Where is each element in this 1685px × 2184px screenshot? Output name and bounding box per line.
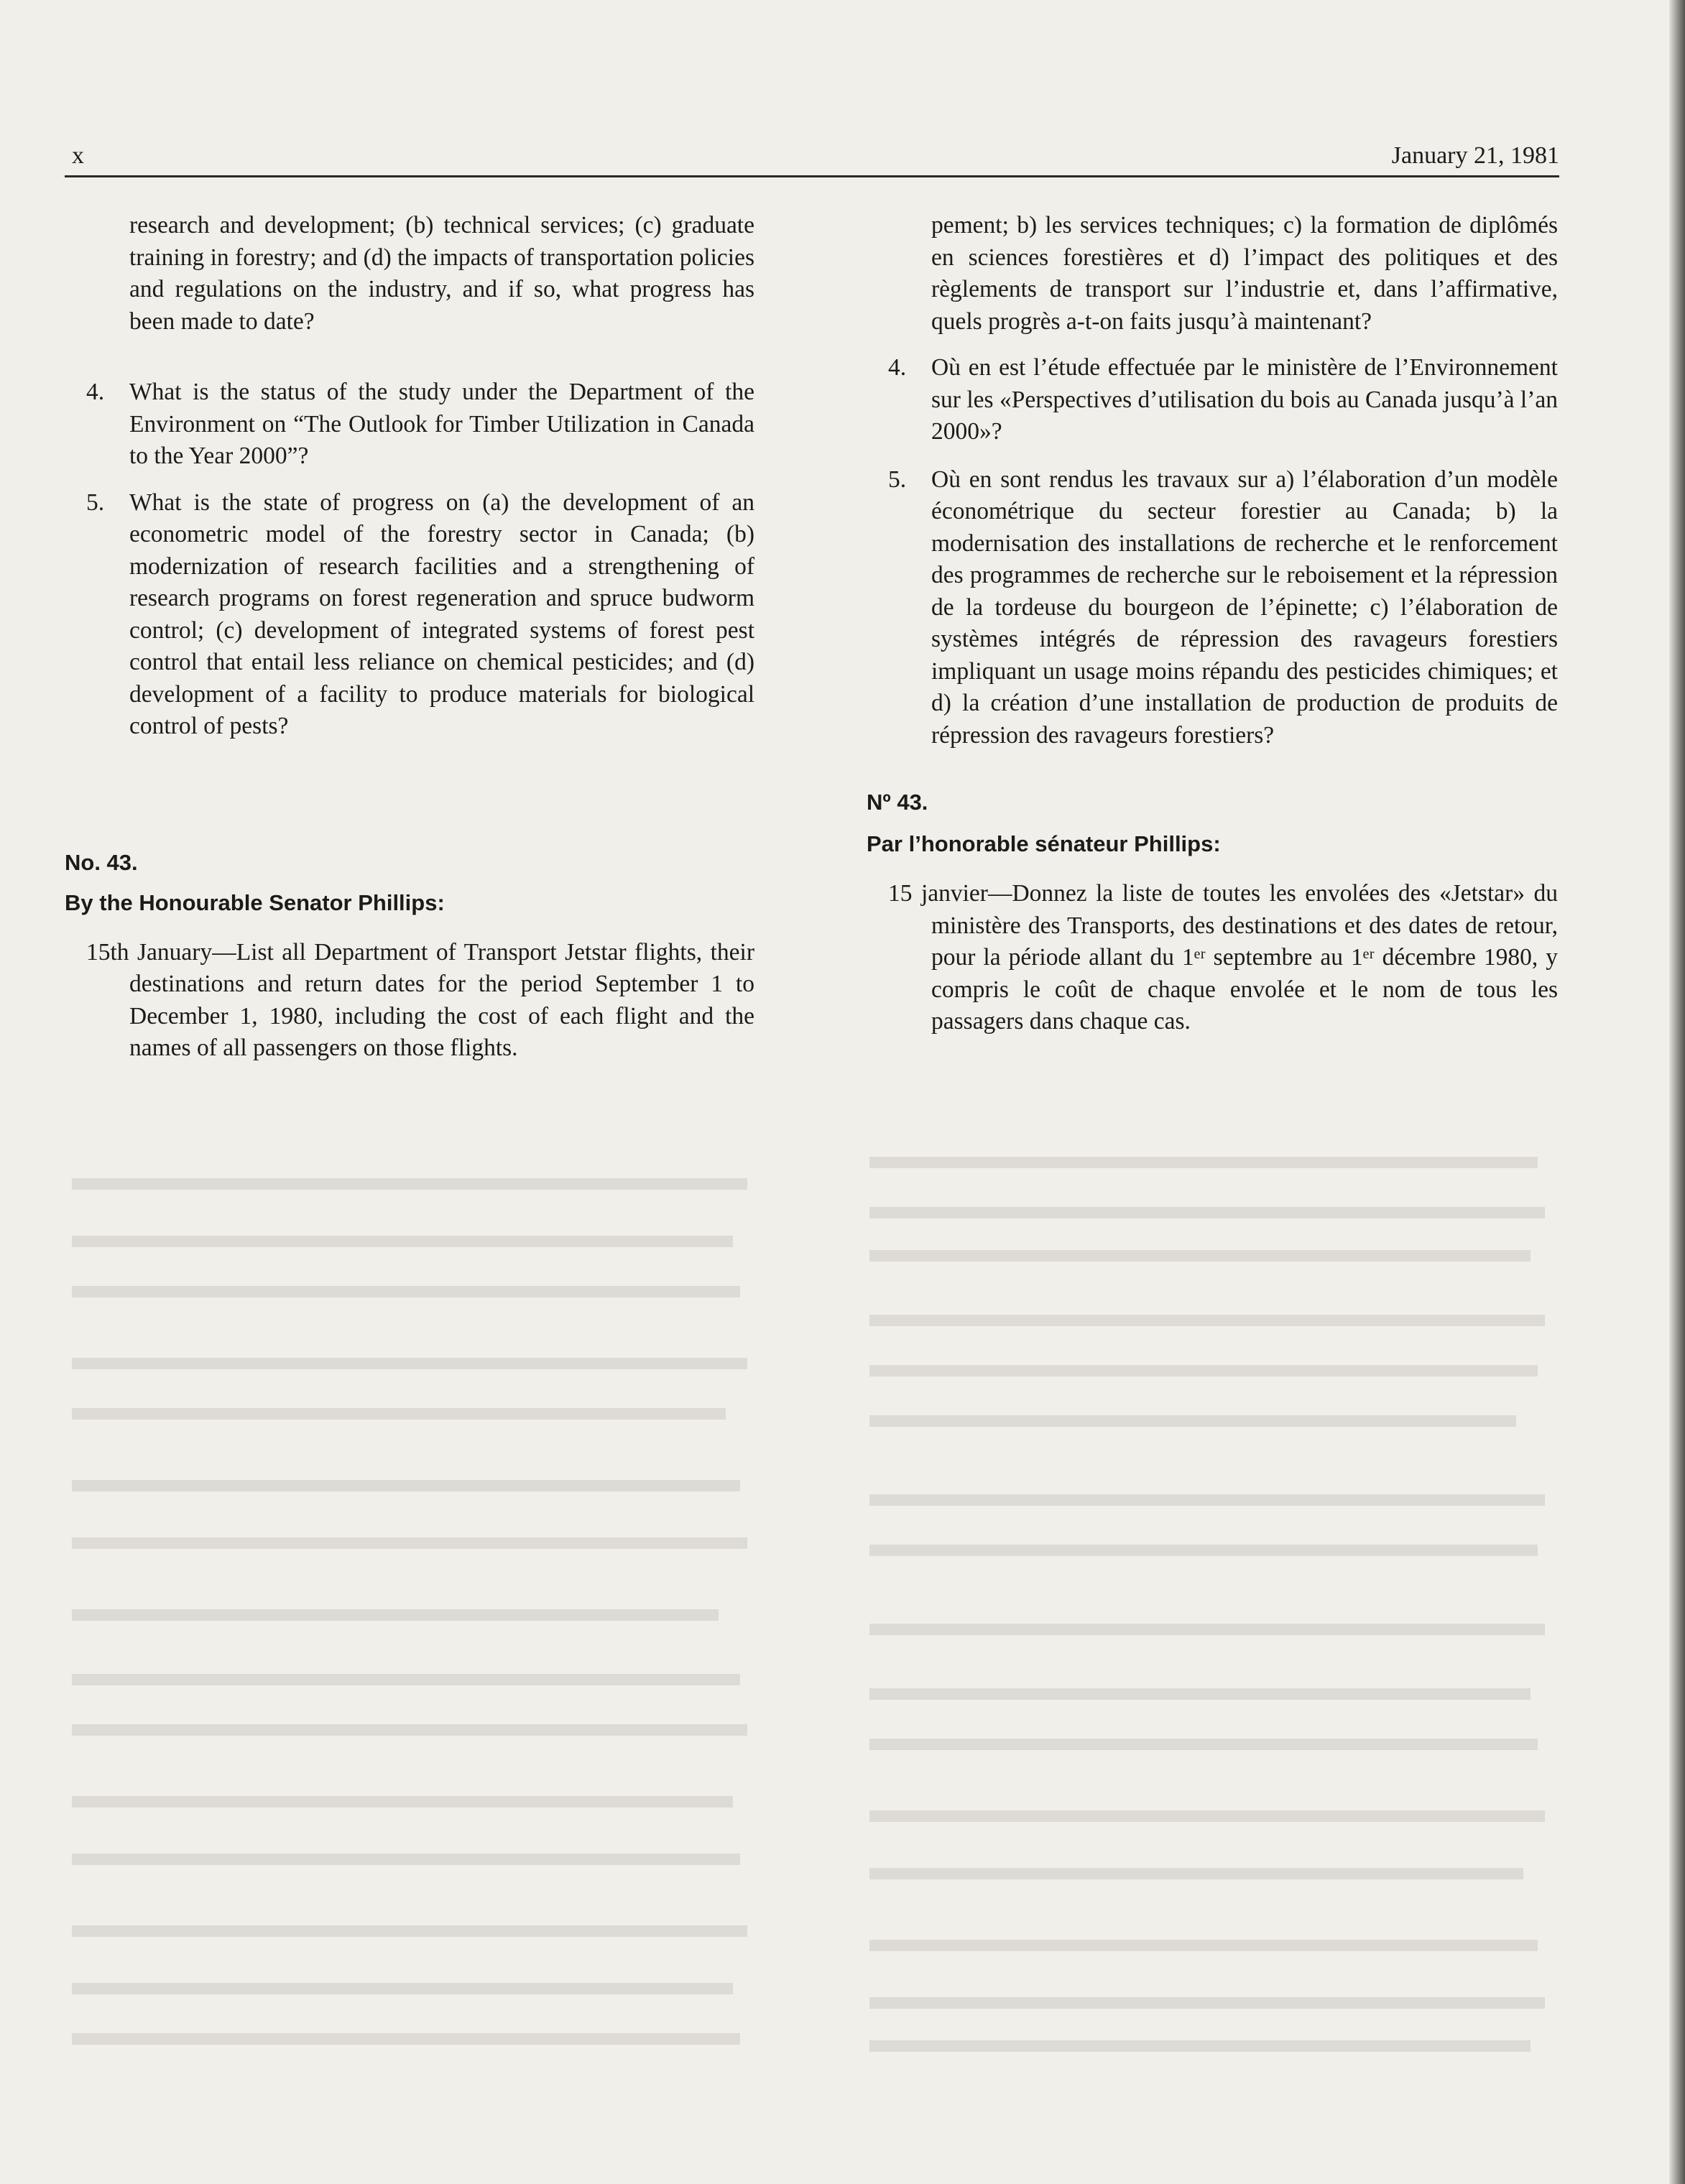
question-item	[65, 487, 754, 743]
item-number: 5.	[888, 466, 907, 493]
french-column	[867, 210, 1558, 1038]
header-date: January 21, 1981	[1391, 142, 1559, 169]
item-number: 4.	[888, 354, 907, 381]
continuation-paragraph: pement; b) les services techniques; c) la formation de diplômés en sciences forestières et d) l’impact des politiques et des règlements de transport sur l’industrie et, dans l’affirmative, quels progrès a-t-on faits jusqu’à maintenant?	[931, 212, 1558, 335]
binding-shadow	[1669, 0, 1685, 2184]
question-number-heading: Nº 43.	[867, 790, 928, 815]
item-text: Où en est l’étude effectuée par le ministère de l’Environnement sur les «Perspectives d’utilisation du bois au Canada jusqu’à l’an 2000»?	[931, 354, 1558, 445]
senator-heading: By the Honourable Senator Phillips:	[65, 889, 445, 915]
senator-heading: Par l’honorable sénateur Phillips:	[867, 831, 1221, 856]
item-text: Où en sont rendus les travaux sur a) l’élaboration d’un modèle économétrique du secteur forestier au Canada; b) la modernisation des installations de recherche et le renforcement des programmes de recherche sur le reboisement et la répression de la tordeuse du bourgeon de l’épinette; c) l’élaboration de systèmes intégrés de répression des ravageurs forestiers impliquant un usage moins répandu des pesticides chimiques; et d) la création d’une installation de production de produits de répression des ravageurs forestiers?	[931, 466, 1558, 749]
question-text: 15th January—List all Department of Transport Jetstar flights, their destinations and return dates for the period September 1 to December 1, 1980, including the cost of each flight and the names of all passengers on those flights.	[86, 938, 754, 1061]
item-number: 5.	[86, 489, 105, 516]
running-header	[65, 142, 1559, 177]
page-number: x	[72, 142, 84, 169]
question-item	[65, 376, 754, 473]
english-column	[65, 210, 754, 1065]
question-item	[867, 352, 1558, 448]
question-number-heading: No. 43.	[65, 849, 138, 875]
continuation-paragraph: research and development; (b) technical services; (c) graduate training in forestry; and (d) the impacts of transportation policies and regulations on the industry, and if so, what progress has been made to date?	[129, 212, 754, 335]
question-text: 15 janvier—Donnez la liste de toutes les envolées des «Jetstar» du ministère des Transports, des destinations et des dates de retour, pour la période allant du 1ᵉʳ septembre au 1ᵉʳ décembre 1980, y compris le coût de chaque envolée et le nom de tous les passagers dans chaque cas.	[888, 880, 1558, 1035]
item-text: What is the state of progress on (a) the development of an econometric model of the forestry sector in Canada; (b) modernization of research facilities and a strengthening of research programs on forest regeneration and spruce budworm control; (c) development of integrated systems of forest pest control that entail less reliance on chemical pesticides; and (d) development of a facility to produce materials for biological control of pests?	[129, 489, 754, 739]
question-item	[867, 464, 1558, 752]
item-number: 4.	[86, 379, 105, 405]
item-text: What is the status of the study under the Department of the Environment on “The Outlook for Timber Utilization in Canada to the Year 2000”?	[129, 379, 754, 469]
